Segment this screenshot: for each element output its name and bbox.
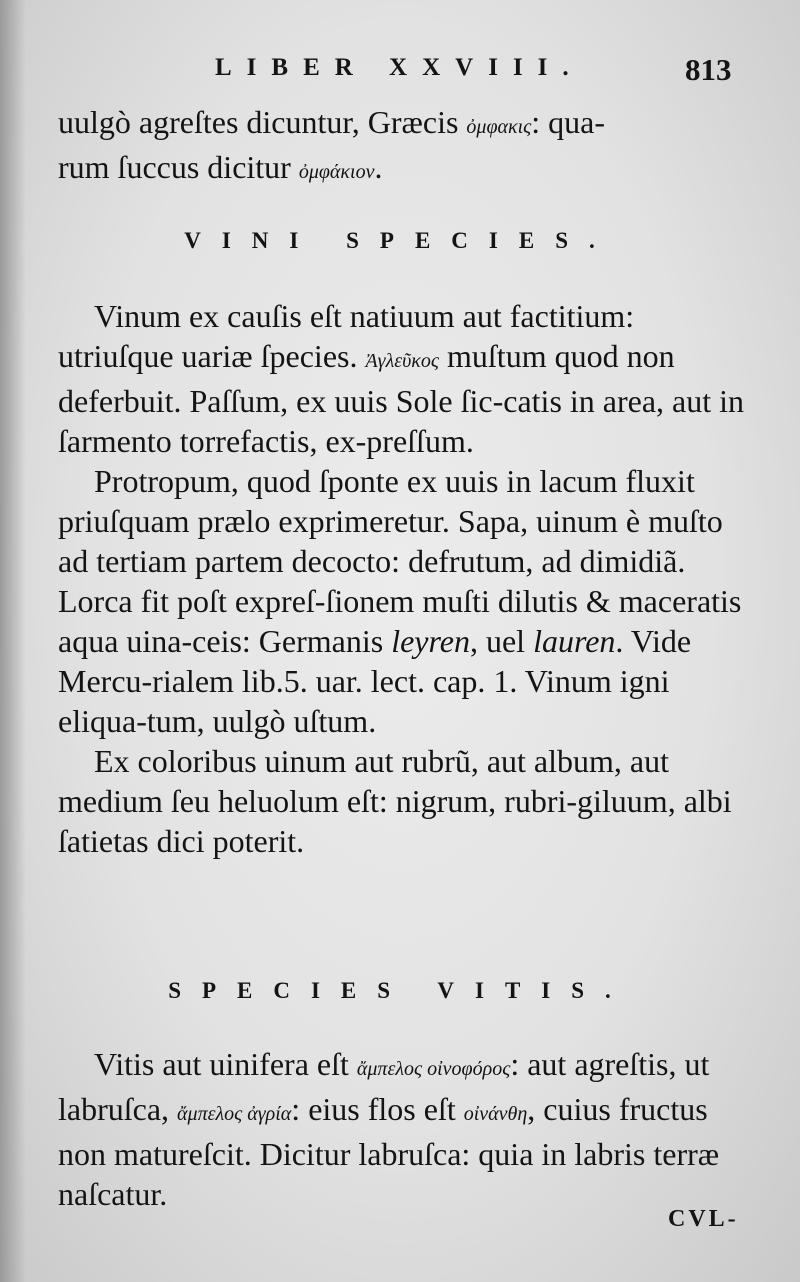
section-heading-vini-species: VINI SPECIES. [184,228,616,253]
greek-word: ἄμπελος ἀγρία [177,1103,292,1125]
italic-word: lauren [533,623,616,659]
italic-word: leyren [391,623,470,659]
paragraph: Vinum ex cauſis eſt natiuum aut factitium: utriuſque uariæ ſpecies. Ἀγλεῦκος muſtum quod non deferbuit. Paſſum, ex uuis Sole ſic-catis in area, aut in ſarmento torrefactis, ex-preſſum. [58,298,745,459]
running-head [0,52,800,92]
running-title: LIBER XXVIII. [215,54,584,81]
catchword: CVL- [668,1206,739,1232]
intro-line-1: uulgò agreſtes dicuntur, Græcis ὀμφακις: qua- [58,104,606,140]
section-heading-species-vitis: SPECIES VITIS. [168,978,632,1003]
page-edge-shadow [0,0,26,1282]
section-vini-species-body [58,296,748,861]
paragraph: Vitis aut uinifera eſt ἄμπελος οἰνοφόρος: aut agreſtis, ut labruſca, ἄμπελος ἀγρία: eius flos eſt οἰνάνθη, cuius fructus non matureſcit. Dicitur labruſca: quia in labris terræ naſcatur. [58,1046,720,1212]
paragraph: Ex coloribus uinum aut rubrũ, aut album, aut medium ſeu heluolum eſt: nigrum, rubri-giluum, albi ſatietas dici poterit. [58,743,732,859]
page-number: 813 [685,52,732,87]
intro-text [58,102,748,192]
intro-line-2: rum ſuccus dicitur ὀμφάκιον. [58,149,383,185]
section-species-vitis-body [58,1044,748,1214]
greek-word: οἰνάνθη [463,1103,528,1125]
greek-word: ἄμπελος οἰνοφόρος [356,1058,511,1080]
paragraph: Protropum, quod ſponte ex uuis in lacum fluxit priuſquam prælo exprimeretur. Sapa, uinum è muſto ad tertiam partem decocto: defrutum, ad dimidiã. Lorca fit poſt expreſ-ſionem muſti dilutis & maceratis aqua uina-ceis: Germanis leyren, uel lauren. Vide Mercu-rialem lib.5. uar. lect. cap. 1. Vinum igni eliqua-tum, uulgò uſtum. [58,463,742,739]
greek-word: Ἀγλεῦκος [365,350,440,372]
greek-word: ὀμφακις [466,116,532,138]
greek-word: ὀμφάκιον [298,161,375,183]
